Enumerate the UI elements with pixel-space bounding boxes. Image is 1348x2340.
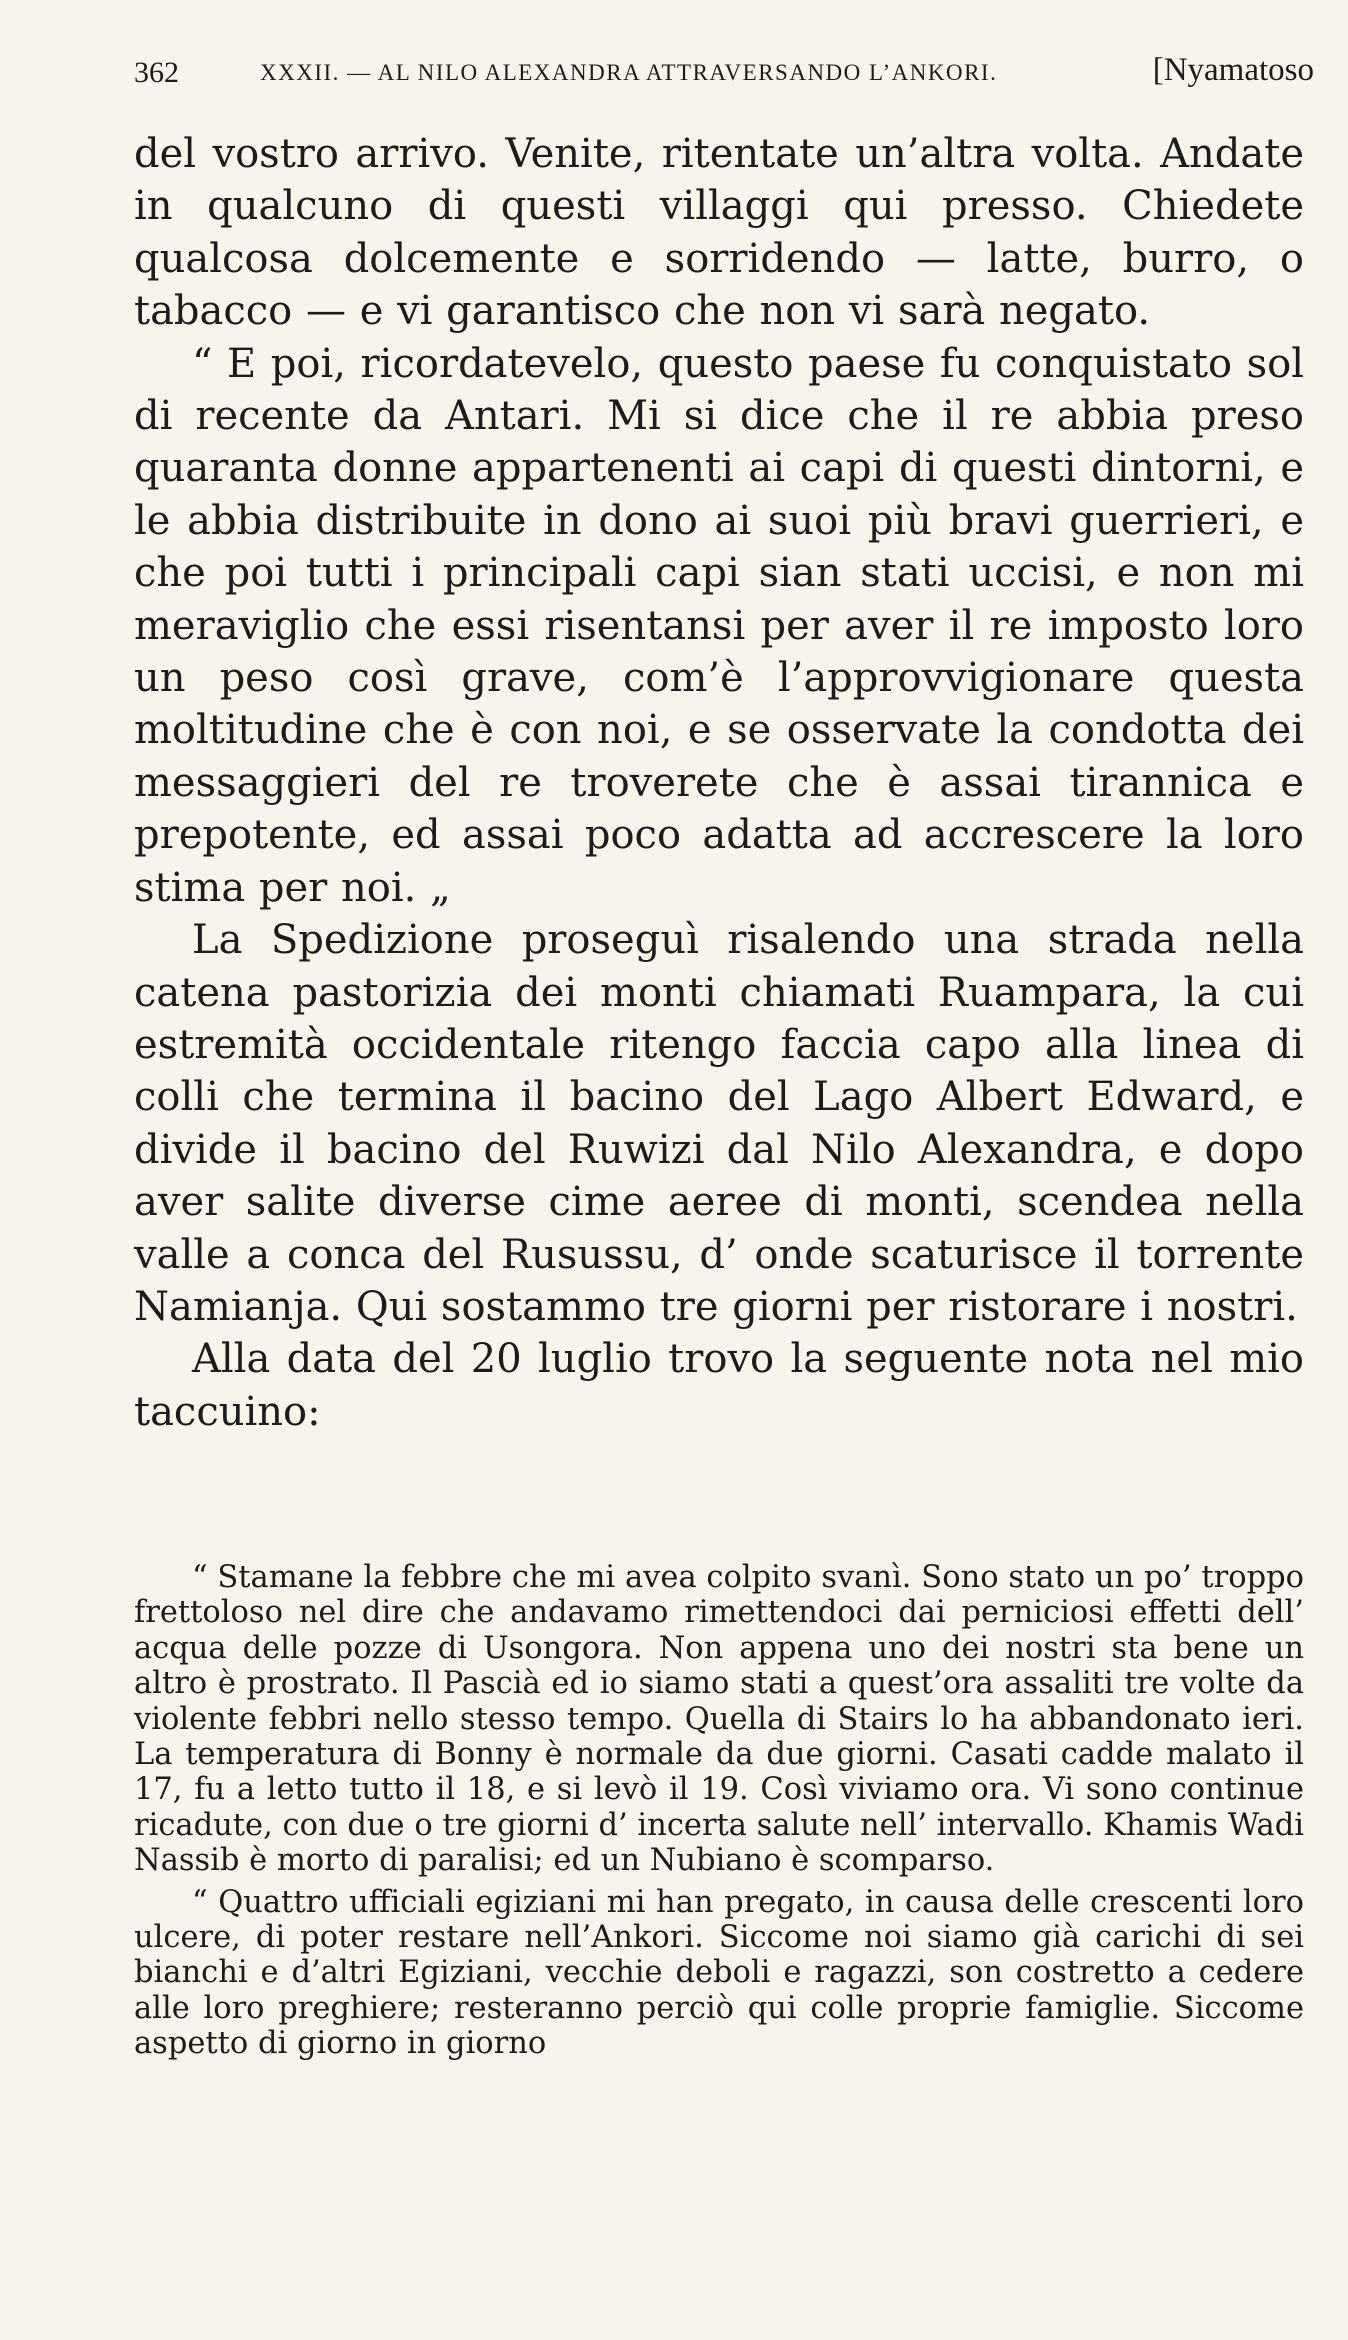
running-place: [Nyamatoso	[1152, 52, 1314, 88]
diary-paragraph-officers: “ Quattro ufficiali egiziani mi han pregato, in causa delle crescenti loro ulcere, di poter restare nell’Ankori. Siccome noi siamo già carichi di sei bianchi e d’altri Egiziani, vecchie deboli e ragazzi, son costretto a cedere alle loro preghiere; resteranno perciò qui colle proprie famiglie. Siccome aspetto di giorno in giorno	[134, 1884, 1304, 2062]
page-number: 362	[134, 56, 179, 89]
paragraph-expedition: La Spedizione proseguì risalendo una strada nella catena pastorizia dei monti chiamati Ruampara, la cui estremità occidentale ritengo faccia capo alla linea di colli che termina il bacino del Lago Albert Edward, e divide il bacino del Ruwizi dal Nilo Alexandra, e dopo aver salite diverse cime aeree di monti, scendea nella valle a conca del Rusussu, d’ onde scaturisce il torrente Namianja. Qui sostammo tre giorni per ristorare i nostri.	[134, 917, 1304, 1330]
diary-paragraph-fever: “ Stamane la febbre che mi avea colpito svanì. Sono stato un po’ troppo frettoloso nel dire che andavamo rimettendoci dai perniciosi effetti dell’ acqua delle pozze di Usongora. Non appena uno dei nostri sta bene un altro è prostrato. Il Pascià ed io siamo stati a quest’ora assaliti tre volte da violente febbri nello stesso tempo. Quella di Stairs lo ha abbandonato ieri. La temperatura di Bonny è normale da due giorni. Casati cadde malato il 17, fu a letto tutto il 18, e si levò il 19. Così viviamo ora. Vi sono continue ricadute, con due o tre giorni d’ incerta salute nell’ intervallo. Khamis Wadi Nassib è morto di paralisi; ed un Nubiano è scomparso.	[134, 1560, 1304, 1879]
running-title: XXXII. — AL NILO ALEXANDRA ATTRAVERSANDO L’ANKORI.	[260, 60, 998, 85]
page-header	[134, 52, 1314, 92]
paragraph-diary-intro: Alla data del 20 luglio trovo la seguente nota nel mio taccuino:	[134, 1336, 1304, 1435]
diary-excerpt	[134, 1560, 1304, 2068]
paragraph-continuation: del vostro arrivo. Venite, ritentate un’altra volta. Andate in qualcuno di questi villaggi qui presso. Chiedete qualcosa dolcemente e sorridendo — latte, burro, o tabacco — e vi garantisco che non vi sarà negato.	[134, 131, 1304, 335]
main-text	[134, 128, 1304, 1438]
paragraph-quotation: “ E poi, ricordatevelo, questo paese fu conquistato sol di recente da Antari. Mi si dice che il re abbia preso quaranta donne appartenenti ai capi di questi dintorni, e le abbia distribuite in dono ai suoi più bravi guerrieri, e che poi tutti i principali capi sian stati uccisi, e non mi meraviglio che essi risentansi per aver il re imposto loro un peso così grave, com’è l’approvvigionare questa moltitudine che è con noi, e se osservate la condotta dei messaggieri del re troverete che è assai tirannica e prepotente, ed assai poco adatta ad accrescere la loro stima per noi. „	[134, 340, 1304, 911]
